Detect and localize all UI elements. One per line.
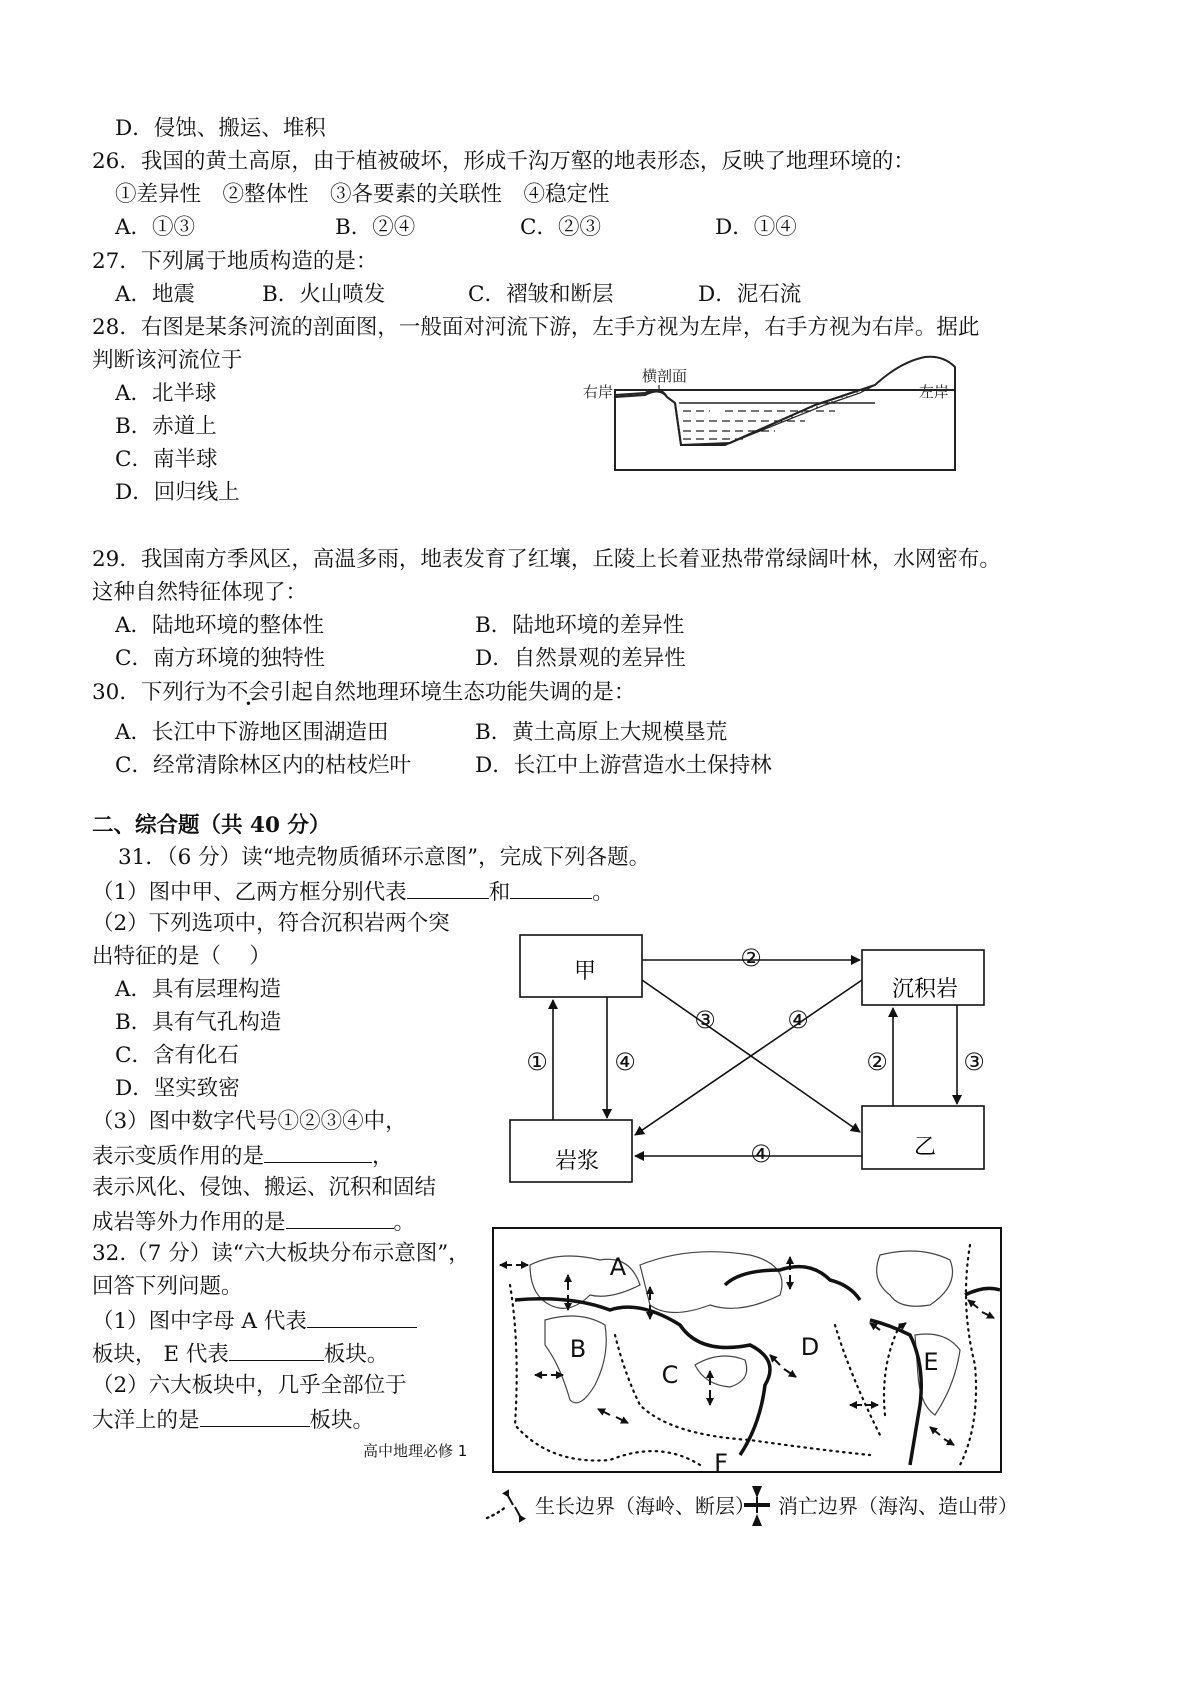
- river-cross-section-figure: [575, 345, 965, 475]
- box-jia-label: 甲: [573, 959, 597, 984]
- page-footer: 高中地理必修 1: [363, 1442, 468, 1460]
- legend-subduction-symbol: [742, 1484, 772, 1528]
- q29-option-d: D．自然景观的差异性: [475, 646, 686, 671]
- q31-part1: （1）图中甲、乙两方框分别代表 和 。: [92, 876, 614, 908]
- q29-stem-line2: 这种自然特征体现了：: [92, 580, 308, 605]
- q26-option-b: B．②④: [335, 215, 416, 240]
- q27-option-d: D．泥石流: [698, 282, 802, 307]
- q32-stem-line2: 回答下列问题。: [92, 1274, 243, 1299]
- label-arrow-2-right: ②: [866, 1048, 888, 1076]
- q31-part3-line2: 表示变质作用的是 ，: [92, 1140, 394, 1172]
- q28-stem-line2: 判断该河流位于: [92, 348, 243, 373]
- label-arrow-1: ①: [526, 1048, 548, 1076]
- q31-part2-line1: （2）下列选项中，符合沉积岩两个突: [92, 911, 450, 936]
- plate-map: [490, 1225, 1005, 1475]
- box-sediment-label: 沉积岩: [891, 977, 959, 1002]
- q25-option-d: D．侵蚀、搬运、堆积: [115, 116, 326, 141]
- legend-growth-symbol: [485, 1488, 533, 1524]
- q31-stem: 31．（6 分）读“地壳物质循环示意图”，完成下列各题。: [118, 845, 651, 870]
- plate-label-b: B: [569, 1335, 587, 1363]
- q26-option-c: C．②③: [520, 215, 601, 240]
- q31-option-c: C．含有化石: [115, 1043, 239, 1068]
- box-magma-label: 岩浆: [554, 1149, 600, 1174]
- q31-part3-line3: 表示风化、侵蚀、搬运、沉积和固结: [92, 1175, 437, 1200]
- q31-part2-line2: 出特征的是（ ）: [92, 944, 271, 969]
- q28-option-c: C．南半球: [115, 447, 218, 472]
- label-arrow-4-left: ④: [614, 1048, 636, 1076]
- q32-stem-line1: 32.（7 分）读“六大板块分布示意图”，: [92, 1241, 470, 1266]
- q29-option-a: A．陆地环境的整体性: [115, 613, 325, 638]
- q32-part2-line1: （2）六大板块中，几乎全部位于: [92, 1373, 407, 1398]
- q32-part1-line2: 板块， E 代表 板块。: [92, 1338, 388, 1370]
- label-arrow-4-cross: ④: [787, 1006, 809, 1034]
- q31-option-a: A．具有层理构造: [115, 977, 282, 1002]
- q27-stem: 27．下列属于地质构造的是：: [92, 249, 378, 274]
- label-arrow-2-top: ②: [740, 944, 762, 972]
- q31-part3-line1: （3）图中数字代号①②③④中，: [92, 1109, 407, 1134]
- q26-items: ①差异性 ②整体性 ③各要素的关联性 ④稳定性: [115, 182, 610, 207]
- plate-label-d: D: [800, 1333, 820, 1361]
- q30-option-a: A．长江中下游地区围湖造田: [115, 720, 389, 745]
- label-arrow-3-right: ③: [963, 1048, 985, 1076]
- plate-label-c: C: [661, 1361, 679, 1389]
- q30-stem-post: 引起自然地理环境生态功能失调的是：: [269, 680, 636, 705]
- box-yi-label: 乙: [913, 1135, 937, 1160]
- label-right-bank: 右岸: [583, 383, 614, 401]
- label-arrow-3-cross: ③: [694, 1006, 716, 1034]
- q32-part1-line1: （1）图中字母 A 代表: [92, 1305, 417, 1337]
- q30-option-c: C．经常清除林区内的枯枝烂叶: [115, 753, 411, 778]
- q27-option-c: C．褶皱和断层: [468, 282, 614, 307]
- label-cross-section: 横剖面: [642, 367, 688, 385]
- q28-stem-line1: 28．右图是某条河流的剖面图，一般面对河流下游，左手方视为左岸，右手方视为右岸。据此: [92, 315, 980, 340]
- q28-option-b: B．赤道上: [115, 414, 217, 439]
- q30-option-b: B．黄土高原上大规模垦荒: [475, 720, 728, 745]
- legend-growth-label: 生长边界（海岭、断层）: [535, 1494, 755, 1518]
- q30-stem: [92, 678, 635, 708]
- q26-stem: 26．我国的黄土高原，由于植被破坏，形成千沟万壑的地表形态，反映了地理环境的：: [92, 149, 915, 174]
- q26-option-d: D．①④: [715, 215, 797, 240]
- q31-option-d: D．坚实致密: [115, 1076, 240, 1101]
- q27-option-b: B．火山喷发: [262, 282, 386, 307]
- rock-cycle-diagram: [505, 930, 995, 1190]
- plate-label-f: F: [714, 1449, 728, 1475]
- q28-option-a: A．北半球: [115, 381, 217, 406]
- q30-stem-pre: 30．下列行为: [92, 680, 227, 705]
- q29-option-b: B．陆地环境的差异性: [475, 613, 685, 638]
- q31-option-b: B．具有气孔构造: [115, 1010, 282, 1035]
- q31-part3-line4: 成岩等外力作用的是 。: [92, 1206, 415, 1238]
- q28-option-d: D．回归线上: [115, 480, 240, 505]
- q30-stem-emphasis: 不会: [226, 680, 270, 705]
- q27-option-a: A．地震: [115, 282, 196, 307]
- legend-subduction-label: 消亡边界（海沟、造山带）: [778, 1494, 1018, 1518]
- q26-option-a: A．①③: [115, 215, 196, 240]
- q29-option-c: C．南方环境的独特性: [115, 646, 325, 671]
- section2-title: 二、综合题（共 40 分）: [92, 813, 331, 838]
- label-left-bank: 左岸: [919, 383, 950, 401]
- q32-part2-line2: 大洋上的是 板块。: [92, 1404, 374, 1436]
- q29-stem-line1: 29．我国南方季风区，高温多雨，地表发育了红壤，丘陵上长着亚热带常绿阔叶林，水网密布。: [92, 547, 1001, 572]
- plate-label-e: E: [923, 1348, 939, 1376]
- q30-option-d: D．长江中上游营造水土保持林: [475, 753, 772, 778]
- plate-label-a: A: [609, 1253, 627, 1281]
- label-arrow-4-bottom: ④: [750, 1140, 772, 1168]
